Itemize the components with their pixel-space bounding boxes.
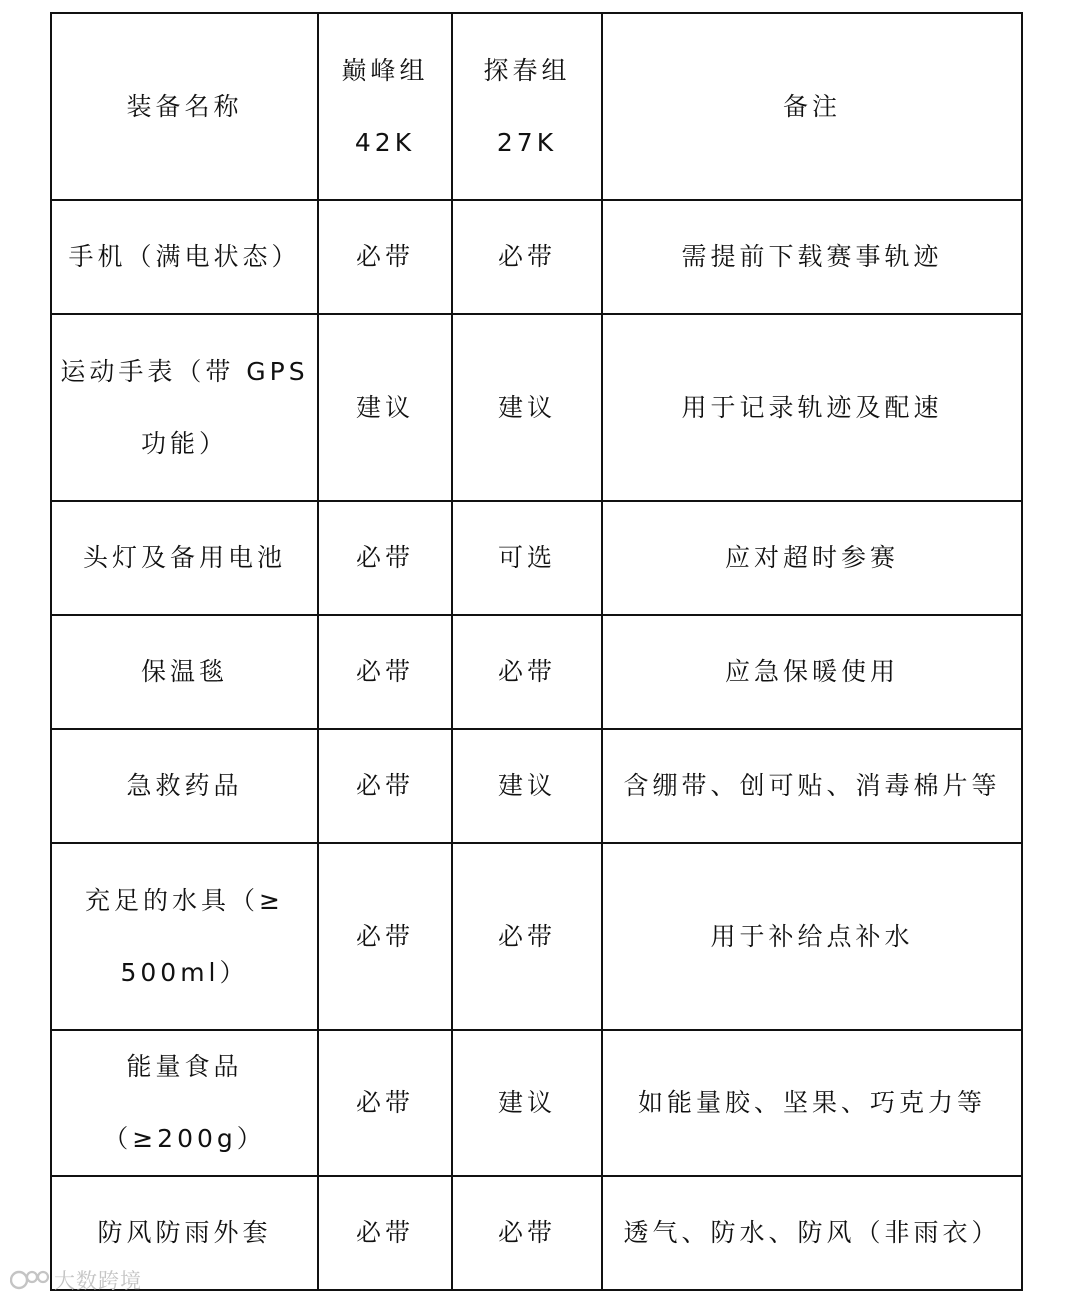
peak-group-cell: 必带 bbox=[318, 729, 452, 843]
spring-group-cell: 必带 bbox=[452, 200, 602, 314]
equipment-name-cell bbox=[51, 501, 318, 615]
table-row bbox=[51, 1176, 1022, 1290]
peak-group-cell: 必带 bbox=[318, 200, 452, 314]
equipment-name-line: 防风防雨外套 bbox=[97, 1218, 272, 1247]
equipment-name-line: 急救药品 bbox=[126, 771, 243, 800]
watermark bbox=[10, 1266, 142, 1294]
header-peak-group-distance: 42K bbox=[354, 127, 416, 157]
equipment-name-line: 充足的水具（≥ bbox=[85, 885, 284, 915]
brand-logo-icon bbox=[10, 1268, 50, 1292]
equipment-name-cell bbox=[51, 314, 318, 501]
spring-group-cell: 必带 bbox=[452, 843, 602, 1030]
peak-group-cell: 必带 bbox=[318, 501, 452, 615]
spring-group-cell: 必带 bbox=[452, 615, 602, 729]
notes-cell: 用于补给点补水 bbox=[602, 843, 1022, 1030]
notes-cell: 用于记录轨迹及配速 bbox=[602, 314, 1022, 501]
header-peak-group bbox=[318, 13, 452, 200]
equipment-name-line: 能量食品（≥200g） bbox=[103, 1052, 266, 1153]
equipment-name-line: 功能） bbox=[140, 428, 228, 458]
equipment-name-cell bbox=[51, 615, 318, 729]
table-row bbox=[51, 314, 1022, 501]
notes-cell: 含绷带、创可贴、消毒棉片等 bbox=[602, 729, 1022, 843]
notes-cell: 透气、防水、防风（非雨衣） bbox=[602, 1176, 1022, 1290]
notes-cell: 应对超时参赛 bbox=[602, 501, 1022, 615]
equipment-name-line: 保温毯 bbox=[140, 657, 228, 686]
notes-cell: 如能量胶、坚果、巧克力等 bbox=[602, 1030, 1022, 1176]
spring-group-cell: 建议 bbox=[452, 729, 602, 843]
notes-cell: 应急保暖使用 bbox=[602, 615, 1022, 729]
table-row bbox=[51, 501, 1022, 615]
equipment-name-cell bbox=[51, 843, 318, 1030]
header-spring-group-name: 探春组 bbox=[483, 55, 571, 85]
peak-group-cell: 必带 bbox=[318, 843, 452, 1030]
table-row bbox=[51, 729, 1022, 843]
table-row bbox=[51, 200, 1022, 314]
table-row bbox=[51, 1030, 1022, 1176]
spring-group-cell: 建议 bbox=[452, 1030, 602, 1176]
peak-group-cell: 建议 bbox=[318, 314, 452, 501]
equipment-name-cell bbox=[51, 729, 318, 843]
notes-cell: 需提前下载赛事轨迹 bbox=[602, 200, 1022, 314]
header-spring-group-distance: 27K bbox=[496, 127, 558, 157]
equipment-name-line: 500ml） bbox=[120, 957, 249, 987]
spring-group-cell: 可选 bbox=[452, 501, 602, 615]
equipment-name-line: 运动手表（带 GPS bbox=[60, 356, 309, 386]
header-notes: 备注 bbox=[602, 13, 1022, 200]
equipment-name-cell bbox=[51, 200, 318, 314]
peak-group-cell: 必带 bbox=[318, 1176, 452, 1290]
table-row bbox=[51, 615, 1022, 729]
spring-group-cell: 建议 bbox=[452, 314, 602, 501]
watermark-text: 大数跨境 bbox=[54, 1269, 142, 1293]
header-spring-group bbox=[452, 13, 602, 200]
table-header-row bbox=[51, 13, 1022, 200]
equipment-name-line: 手机（满电状态） bbox=[68, 242, 301, 271]
spring-group-cell: 必带 bbox=[452, 1176, 602, 1290]
header-peak-group-name: 巅峰组 bbox=[341, 55, 429, 85]
peak-group-cell: 必带 bbox=[318, 1030, 452, 1176]
header-equipment-name: 装备名称 bbox=[51, 13, 318, 200]
table-row bbox=[51, 843, 1022, 1030]
equipment-name-line: 头灯及备用电池 bbox=[82, 543, 286, 572]
equipment-name-cell bbox=[51, 1030, 318, 1176]
equipment-table bbox=[50, 12, 1023, 1291]
peak-group-cell: 必带 bbox=[318, 615, 452, 729]
